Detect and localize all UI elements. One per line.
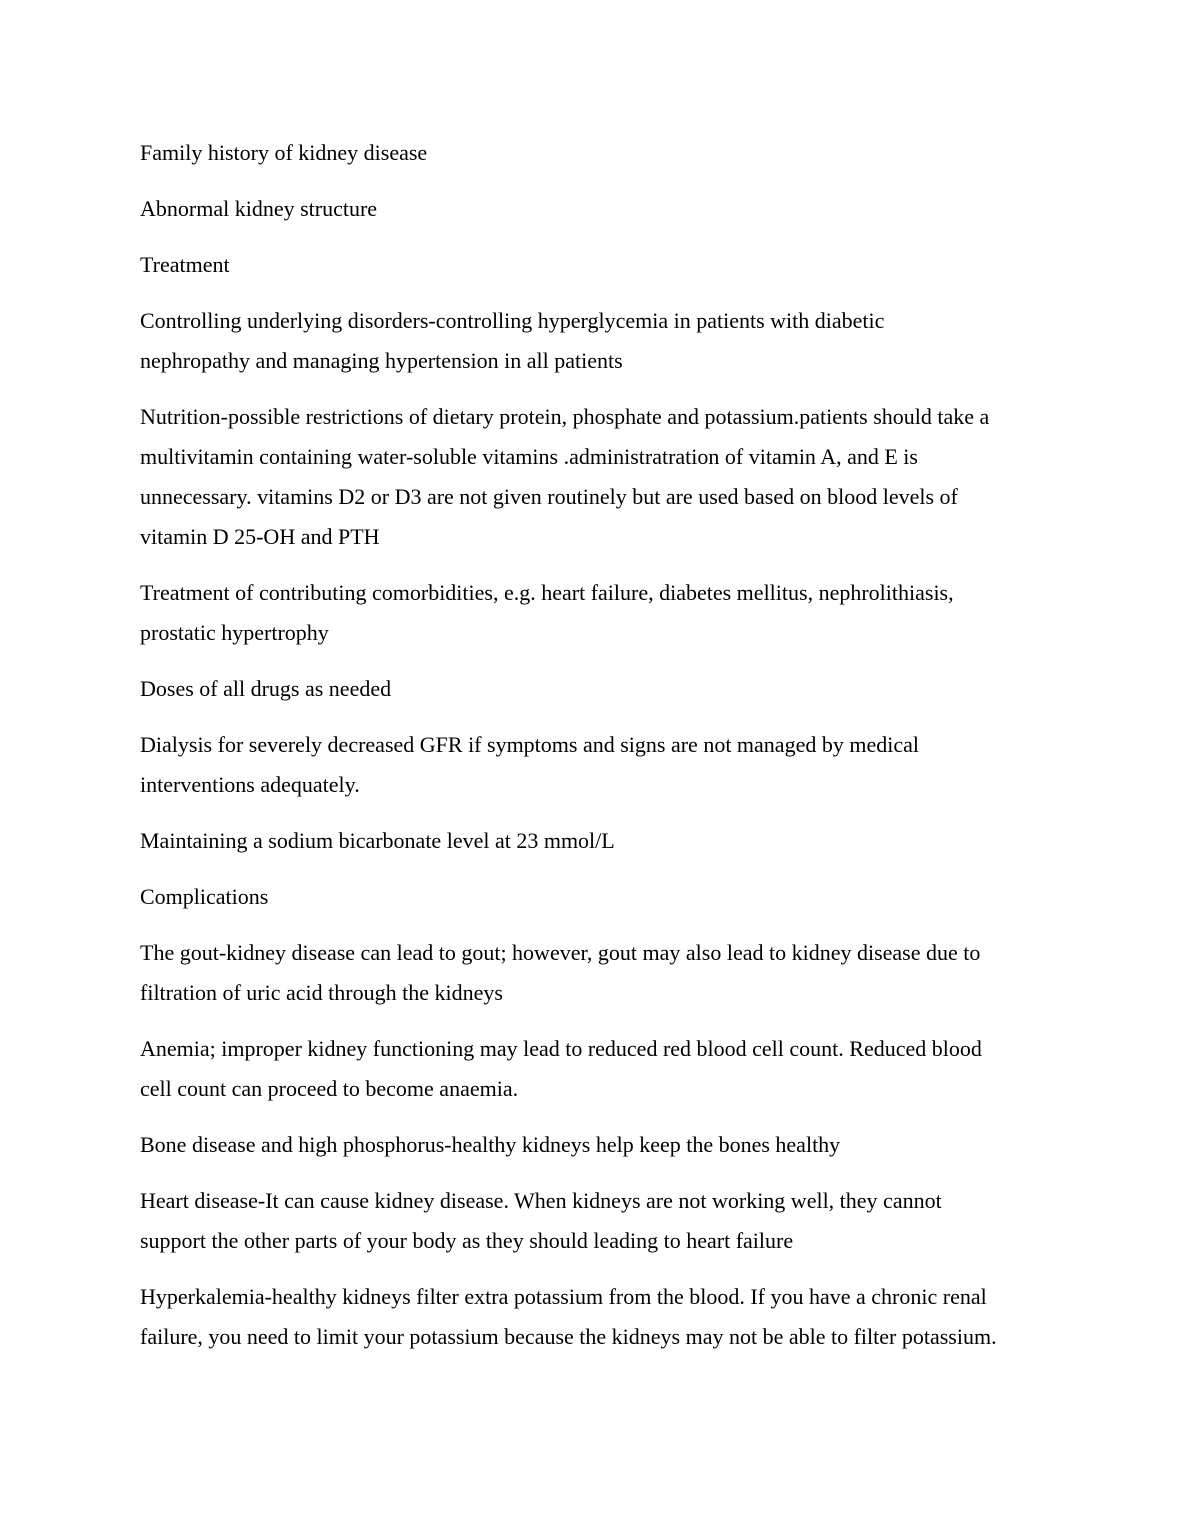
paragraph bbox=[140, 1029, 1060, 1109]
text-line: The gout-kidney disease can lead to gout; however, gout may also lead to kidney disease due to bbox=[140, 940, 981, 965]
text-line: failure, you need to limit your potassium because the kidneys may not be able to filter potassium. bbox=[140, 1324, 997, 1349]
paragraph bbox=[140, 189, 1060, 229]
paragraph bbox=[140, 669, 1060, 709]
paragraph bbox=[140, 1125, 1060, 1165]
paragraph bbox=[140, 133, 1060, 173]
paragraph bbox=[140, 821, 1060, 861]
paragraph bbox=[140, 933, 1060, 1013]
paragraph bbox=[140, 1181, 1060, 1261]
text-line: Hyperkalemia-healthy kidneys filter extra potassium from the blood. If you have a chronic renal bbox=[140, 1284, 987, 1309]
text-line: Dialysis for severely decreased GFR if symptoms and signs are not managed by medical bbox=[140, 732, 919, 757]
text-line: vitamin D 25-OH and PTH bbox=[140, 524, 380, 549]
text-line: Family history of kidney disease bbox=[140, 140, 428, 165]
paragraph bbox=[140, 573, 1060, 653]
text-line: cell count can proceed to become anaemia. bbox=[140, 1076, 519, 1101]
text-line: Bone disease and high phosphorus-healthy kidneys help keep the bones healthy bbox=[140, 1132, 841, 1157]
text-line: Anemia; improper kidney functioning may lead to reduced red blood cell count. Reduced blood bbox=[140, 1036, 982, 1061]
text-line: Abnormal kidney structure bbox=[140, 196, 378, 221]
text-line: Treatment of contributing comorbidities, e.g. heart failure, diabetes mellitus, nephrolithiasis, bbox=[140, 580, 954, 605]
text-line: Controlling underlying disorders-controlling hyperglycemia in patients with diabetic bbox=[140, 308, 885, 333]
text-line: Heart disease-It can cause kidney disease. When kidneys are not working well, they cannot bbox=[140, 1188, 942, 1213]
paragraph bbox=[140, 301, 1060, 381]
text-line: prostatic hypertrophy bbox=[140, 620, 329, 645]
paragraph bbox=[140, 725, 1060, 805]
document-page bbox=[140, 133, 1060, 1373]
text-line: interventions adequately. bbox=[140, 772, 360, 797]
text-line: Treatment bbox=[140, 252, 230, 277]
text-line: multivitamin containing water-soluble vitamins .administratration of vitamin A, and E is bbox=[140, 444, 918, 469]
paragraph bbox=[140, 245, 1060, 285]
text-line: filtration of uric acid through the kidneys bbox=[140, 980, 503, 1005]
text-line: Complications bbox=[140, 884, 269, 909]
text-line: Maintaining a sodium bicarbonate level at 23 mmol/L bbox=[140, 828, 615, 853]
text-line: nephropathy and managing hypertension in all patients bbox=[140, 348, 623, 373]
text-line: Nutrition-possible restrictions of dietary protein, phosphate and potassium.patients should take a bbox=[140, 404, 990, 429]
text-line: Doses of all drugs as needed bbox=[140, 676, 392, 701]
paragraph bbox=[140, 1277, 1060, 1357]
paragraph bbox=[140, 877, 1060, 917]
text-line: unnecessary. vitamins D2 or D3 are not given routinely but are used based on blood levels of bbox=[140, 484, 958, 509]
text-line: support the other parts of your body as they should leading to heart failure bbox=[140, 1228, 794, 1253]
paragraph bbox=[140, 397, 1060, 557]
